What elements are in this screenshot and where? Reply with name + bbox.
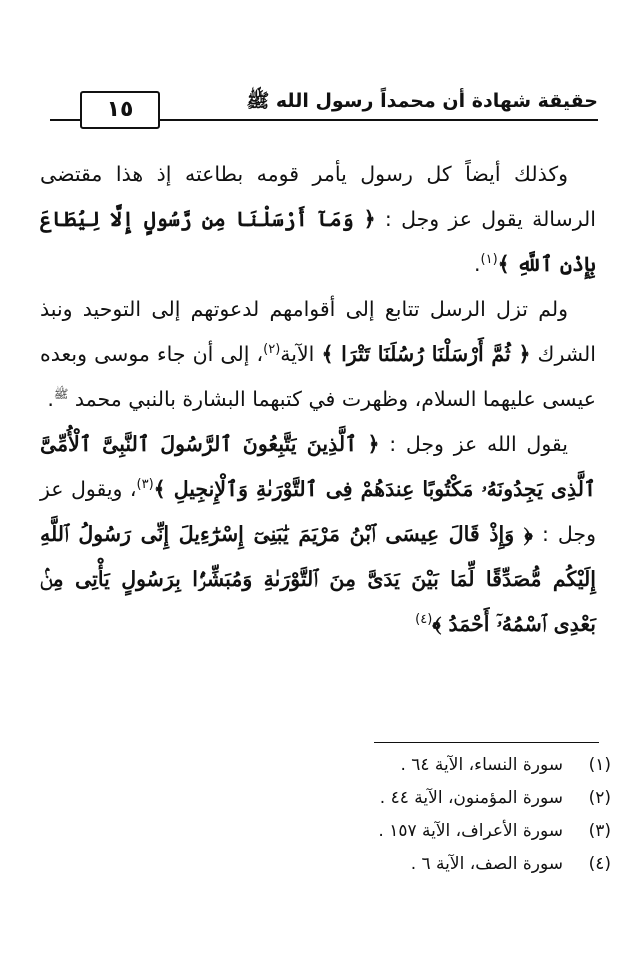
running-title: حقيقة شهادة أن محمداً رسول الله ﷺ <box>246 90 598 112</box>
footnotes <box>311 752 611 884</box>
quran-verse-1: ﴿ وَمَآ أَرْسَلْنَا مِن رَّسُولٍ إِلَّا لِيُطَاعَ بِإِذْنِ ٱللَّهِ ﴾ <box>40 207 596 276</box>
footnote-ref-4: (٤) <box>415 612 433 628</box>
footnote-ref-3: (٣) <box>136 477 154 493</box>
quran-verse-3: ﴿ ٱلَّذِينَ يَتَّبِعُونَ ٱلرَّسُولَ ٱلنَّبِىَّ ٱلْأُمِّىَّ ٱلَّذِى يَجِدُونَهُۥ مَكْتُوبًا عِندَهُمْ فِى ٱلتَّوْرَىٰةِ وَٱلْإِنجِيلِ ﴾ <box>40 432 596 501</box>
footnote-number: (١) <box>588 755 611 775</box>
paragraph-2-end: . <box>47 387 54 411</box>
footnote-ref-1: (١) <box>480 252 498 268</box>
footnote-text: سورة الصف، الآية ٦ . <box>410 854 563 874</box>
footnote-text: سورة النساء، الآية ٦٤ . <box>400 755 563 775</box>
footnote-text: سورة المؤمنون، الآية ٤٤ . <box>379 788 563 808</box>
paragraph-1 <box>40 152 596 287</box>
footnote-text: سورة الأعراف، الآية ١٥٧ . <box>378 821 563 841</box>
page-number: ١٥ <box>80 91 160 129</box>
footnote-number: (٤) <box>588 854 611 874</box>
footnote-rule <box>374 742 599 743</box>
paragraph-1-text: وكذلك أيضاً كل رسول يأمر قومه بطاعته إذ هذا مقتضى الرسالة يقول عز وجل : <box>40 162 596 231</box>
running-header <box>50 88 598 128</box>
aya-word: الآية <box>280 342 315 366</box>
footnote <box>311 752 611 778</box>
paragraph-3-mid: ، ويقول عز وجل : <box>40 477 596 546</box>
footnote <box>311 818 611 844</box>
paragraph-2-text: ولم تزل الرسل تتابع إلى أقوامهم لدعوتهم إلى التوحيد ونبذ الشرك <box>40 297 596 366</box>
paragraph-3-text: يقول الله عز وجل : <box>389 432 568 456</box>
paragraph-3 <box>40 422 596 647</box>
footnote-number: (٢) <box>588 788 611 808</box>
quran-verse-4: ﴿ وَإِذْ قَالَ عِيسَى ٱبْنُ مَرْيَمَ يَٰبَنِىٓ إِسْرَٰٓءِيلَ إِنِّى رَسُولُ ٱللَّهِ إِلَيْكُم مُّصَدِّقًا لِّمَا بَيْنَ يَدَىَّ مِنَ ٱلتَّوْرَىٰةِ وَمُبَشِّرًۢا بِرَسُولٍ يَأْتِى مِنۢ بَعْدِى ٱسْمُهُۥٓ أَحْمَدُ ﴾ <box>40 522 596 636</box>
paragraph-1-end: . <box>473 252 481 276</box>
paragraph-2 <box>40 287 596 422</box>
quran-verse-2: ﴿ ثُمَّ أَرْسَلْنَا رُسُلَنَا تَتْرَا ﴾ <box>321 342 531 366</box>
main-text <box>40 152 596 647</box>
honorific-mark: ﷺ <box>53 387 69 402</box>
footnote-ref-2: (٢) <box>263 342 281 358</box>
footnote <box>311 851 611 877</box>
footnote <box>311 785 611 811</box>
footnote-number: (٣) <box>588 821 611 841</box>
paragraph-2-rest: ، إلى أن جاء موسى وبعده عيسى عليهما السلام، وظهرت في كتبهما البشارة بالنبي محمد <box>40 342 596 411</box>
